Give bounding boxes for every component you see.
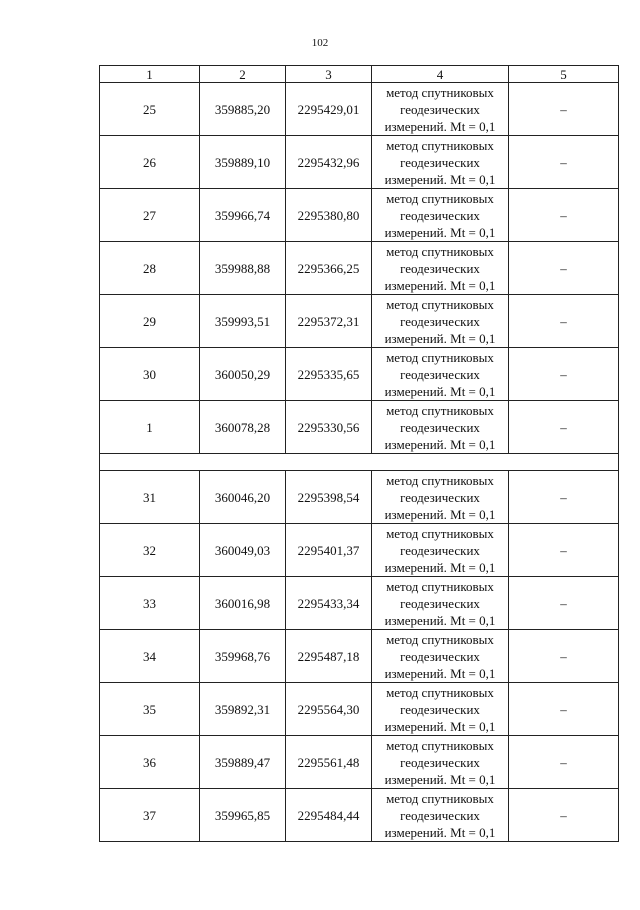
y-coordinate-cell: 2295366,25	[286, 242, 372, 295]
method-line: измерений. Mt = 0,1	[384, 224, 496, 240]
point-number-cell: 32	[100, 524, 200, 577]
point-number-cell: 33	[100, 577, 200, 630]
y-coordinate-cell: 2295335,65	[286, 348, 372, 401]
note-cell: –	[509, 683, 619, 736]
y-coordinate-cell: 2295432,96	[286, 136, 372, 189]
y-coordinate-cell: 2295398,54	[286, 471, 372, 524]
table-row	[100, 83, 619, 136]
point-number-cell: 26	[100, 136, 200, 189]
table-section-separator	[100, 454, 619, 471]
method-cell	[372, 189, 509, 242]
method-line: измерений. Mt = 0,1	[384, 436, 496, 452]
method-cell	[372, 242, 509, 295]
note-cell: –	[509, 471, 619, 524]
table-row	[100, 524, 619, 577]
method-line: измерений. Mt = 0,1	[384, 824, 496, 840]
method-line: измерений. Mt = 0,1	[384, 171, 496, 187]
coordinates-table	[99, 65, 619, 842]
method-line: геодезических	[400, 260, 480, 276]
method-cell	[372, 683, 509, 736]
note-cell: –	[509, 242, 619, 295]
header-cell-1: 1	[100, 66, 200, 83]
point-number-cell: 36	[100, 736, 200, 789]
table-row	[100, 242, 619, 295]
method-line: геодезических	[400, 313, 480, 329]
y-coordinate-cell: 2295433,34	[286, 577, 372, 630]
y-coordinate-cell: 2295564,30	[286, 683, 372, 736]
note-cell: –	[509, 136, 619, 189]
method-line: измерений. Mt = 0,1	[384, 383, 496, 399]
method-cell	[372, 630, 509, 683]
method-cell	[372, 577, 509, 630]
note-cell: –	[509, 348, 619, 401]
method-line: геодезических	[400, 366, 480, 382]
x-coordinate-cell: 359966,74	[200, 189, 286, 242]
table-row	[100, 789, 619, 842]
note-cell: –	[509, 83, 619, 136]
x-coordinate-cell: 359968,76	[200, 630, 286, 683]
method-line: метод спутниковых	[386, 578, 494, 594]
x-coordinate-cell: 359892,31	[200, 683, 286, 736]
table-row	[100, 189, 619, 242]
method-cell	[372, 524, 509, 577]
y-coordinate-cell: 2295561,48	[286, 736, 372, 789]
method-line: геодезических	[400, 701, 480, 717]
point-number-cell: 25	[100, 83, 200, 136]
table-row	[100, 577, 619, 630]
method-line: измерений. Mt = 0,1	[384, 771, 496, 787]
note-cell: –	[509, 524, 619, 577]
table-row	[100, 683, 619, 736]
header-cell-2: 2	[200, 66, 286, 83]
method-line: геодезических	[400, 807, 480, 823]
note-cell: –	[509, 401, 619, 454]
table-row	[100, 348, 619, 401]
method-line: метод спутниковых	[386, 737, 494, 753]
method-line: метод спутниковых	[386, 349, 494, 365]
method-line: геодезических	[400, 595, 480, 611]
point-number-cell: 27	[100, 189, 200, 242]
point-number-cell: 30	[100, 348, 200, 401]
table-row	[100, 471, 619, 524]
x-coordinate-cell: 360050,29	[200, 348, 286, 401]
x-coordinate-cell: 360049,03	[200, 524, 286, 577]
page-number: 102	[311, 37, 329, 49]
method-line: геодезических	[400, 542, 480, 558]
method-line: измерений. Mt = 0,1	[384, 277, 496, 293]
method-line: метод спутниковых	[386, 402, 494, 418]
x-coordinate-cell: 359988,88	[200, 242, 286, 295]
note-cell: –	[509, 789, 619, 842]
table-row	[100, 136, 619, 189]
method-line: метод спутниковых	[386, 631, 494, 647]
note-cell: –	[509, 577, 619, 630]
x-coordinate-cell: 359885,20	[200, 83, 286, 136]
point-number-cell: 34	[100, 630, 200, 683]
x-coordinate-cell: 359993,51	[200, 295, 286, 348]
method-line: метод спутниковых	[386, 472, 494, 488]
method-line: геодезических	[400, 648, 480, 664]
method-line: геодезических	[400, 154, 480, 170]
method-line: метод спутниковых	[386, 84, 494, 100]
table-row	[100, 630, 619, 683]
x-coordinate-cell: 359965,85	[200, 789, 286, 842]
method-line: геодезических	[400, 754, 480, 770]
method-line: геодезических	[400, 101, 480, 117]
method-line: измерений. Mt = 0,1	[384, 612, 496, 628]
method-line: измерений. Mt = 0,1	[384, 506, 496, 522]
method-cell	[372, 789, 509, 842]
method-line: метод спутниковых	[386, 137, 494, 153]
point-number-cell: 31	[100, 471, 200, 524]
point-number-cell: 1	[100, 401, 200, 454]
point-number-cell: 29	[100, 295, 200, 348]
note-cell: –	[509, 630, 619, 683]
method-cell	[372, 348, 509, 401]
method-line: метод спутниковых	[386, 190, 494, 206]
separator-cell	[100, 454, 619, 471]
method-line: измерений. Mt = 0,1	[384, 559, 496, 575]
method-cell	[372, 401, 509, 454]
x-coordinate-cell: 359889,47	[200, 736, 286, 789]
point-number-cell: 37	[100, 789, 200, 842]
method-cell	[372, 83, 509, 136]
method-cell	[372, 736, 509, 789]
method-line: геодезических	[400, 207, 480, 223]
method-line: метод спутниковых	[386, 296, 494, 312]
point-number-cell: 35	[100, 683, 200, 736]
method-cell	[372, 471, 509, 524]
note-cell: –	[509, 189, 619, 242]
method-line: метод спутниковых	[386, 684, 494, 700]
x-coordinate-cell: 360078,28	[200, 401, 286, 454]
table-row	[100, 401, 619, 454]
point-number-cell: 28	[100, 242, 200, 295]
method-cell	[372, 295, 509, 348]
note-cell: –	[509, 295, 619, 348]
x-coordinate-cell: 359889,10	[200, 136, 286, 189]
x-coordinate-cell: 360016,98	[200, 577, 286, 630]
y-coordinate-cell: 2295484,44	[286, 789, 372, 842]
y-coordinate-cell: 2295487,18	[286, 630, 372, 683]
header-cell-3: 3	[286, 66, 372, 83]
y-coordinate-cell: 2295429,01	[286, 83, 372, 136]
header-cell-5: 5	[509, 66, 619, 83]
method-line: измерений. Mt = 0,1	[384, 665, 496, 681]
method-line: метод спутниковых	[386, 243, 494, 259]
y-coordinate-cell: 2295372,31	[286, 295, 372, 348]
header-cell-4: 4	[372, 66, 509, 83]
method-line: измерений. Mt = 0,1	[384, 330, 496, 346]
table-header-row	[100, 66, 619, 83]
method-line: измерений. Mt = 0,1	[384, 118, 496, 134]
method-line: метод спутниковых	[386, 525, 494, 541]
note-cell: –	[509, 736, 619, 789]
table-row	[100, 736, 619, 789]
y-coordinate-cell: 2295330,56	[286, 401, 372, 454]
table-row	[100, 295, 619, 348]
method-line: метод спутниковых	[386, 790, 494, 806]
y-coordinate-cell: 2295380,80	[286, 189, 372, 242]
method-cell	[372, 136, 509, 189]
y-coordinate-cell: 2295401,37	[286, 524, 372, 577]
method-line: геодезических	[400, 419, 480, 435]
method-line: измерений. Mt = 0,1	[384, 718, 496, 734]
x-coordinate-cell: 360046,20	[200, 471, 286, 524]
coordinates-table-body	[100, 66, 619, 842]
method-line: геодезических	[400, 489, 480, 505]
